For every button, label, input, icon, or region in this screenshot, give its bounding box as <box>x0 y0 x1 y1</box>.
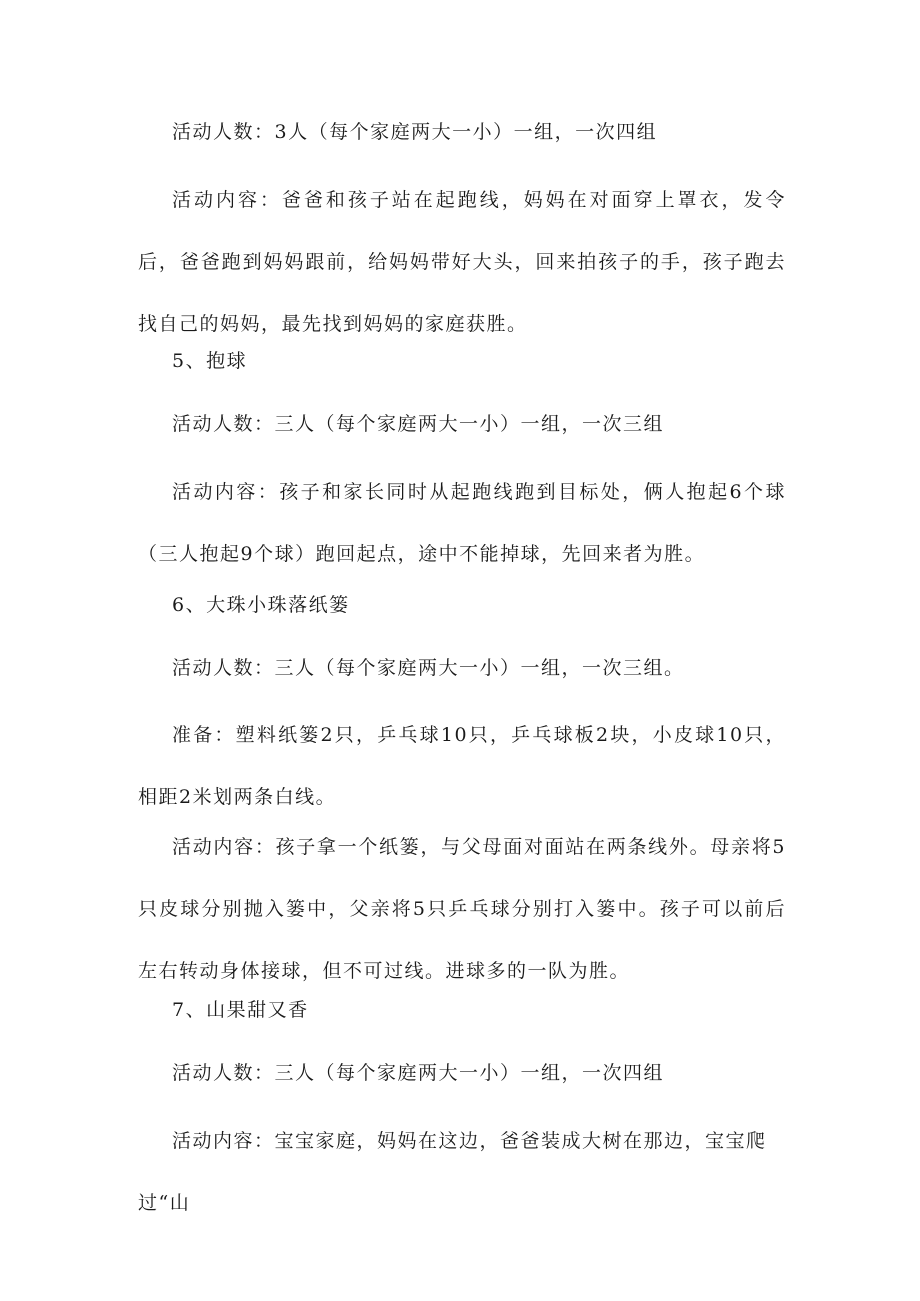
paragraph-participants-6: 活动人数：三人（每个家庭两大一小）一组，一次三组。 <box>172 657 685 679</box>
paragraph-preparation-6: 准备：塑料纸篓2只，乒乓球10只，乒乓球板2块，小皮球10只，相距2米划两条白线。 <box>138 724 786 808</box>
paragraph-content-5: 活动内容：孩子和家长同时从起跑线跑到目标处，俩人抱起6个球（三人抱起9个球）跑回起点，途中不能掉球，先回来者为胜。 <box>138 481 786 565</box>
paragraph-content-7: 活动内容：宝宝家庭，妈妈在这边，爸爸装成大树在那边，宝宝爬过“山 <box>138 1130 767 1214</box>
section-heading-5: 5、抱球 <box>172 350 248 372</box>
section-heading-6: 6、大珠小珠落纸篓 <box>172 594 350 616</box>
paragraph-participants-7: 活动人数：三人（每个家庭两大一小）一组，一次四组 <box>172 1062 665 1084</box>
paragraph-content-4: 活动内容：爸爸和孩子站在起跑线，妈妈在对面穿上罩衣，发令后，爸爸跑到妈妈跟前，给妈妈带好大头，回来拍孩子的手，孩子跑去找自己的妈妈，最先找到妈妈的家庭获胜。 <box>138 189 786 335</box>
paragraph-participants-4: 活动人数：3人（每个家庭两大一小）一组，一次四组 <box>172 121 658 143</box>
section-heading-7: 7、山果甜又香 <box>172 999 309 1021</box>
paragraph-content-6: 活动内容：孩子拿一个纸篓，与父母面对面站在两条线外。母亲将5只皮球分别抛入篓中，父亲将5只乒乓球分别打入篓中。孩子可以前后左右转动身体接球，但不可过线。进球多的一队为胜。 <box>138 836 786 982</box>
paragraph-participants-5: 活动人数：三人（每个家庭两大一小）一组，一次三组 <box>172 413 665 435</box>
